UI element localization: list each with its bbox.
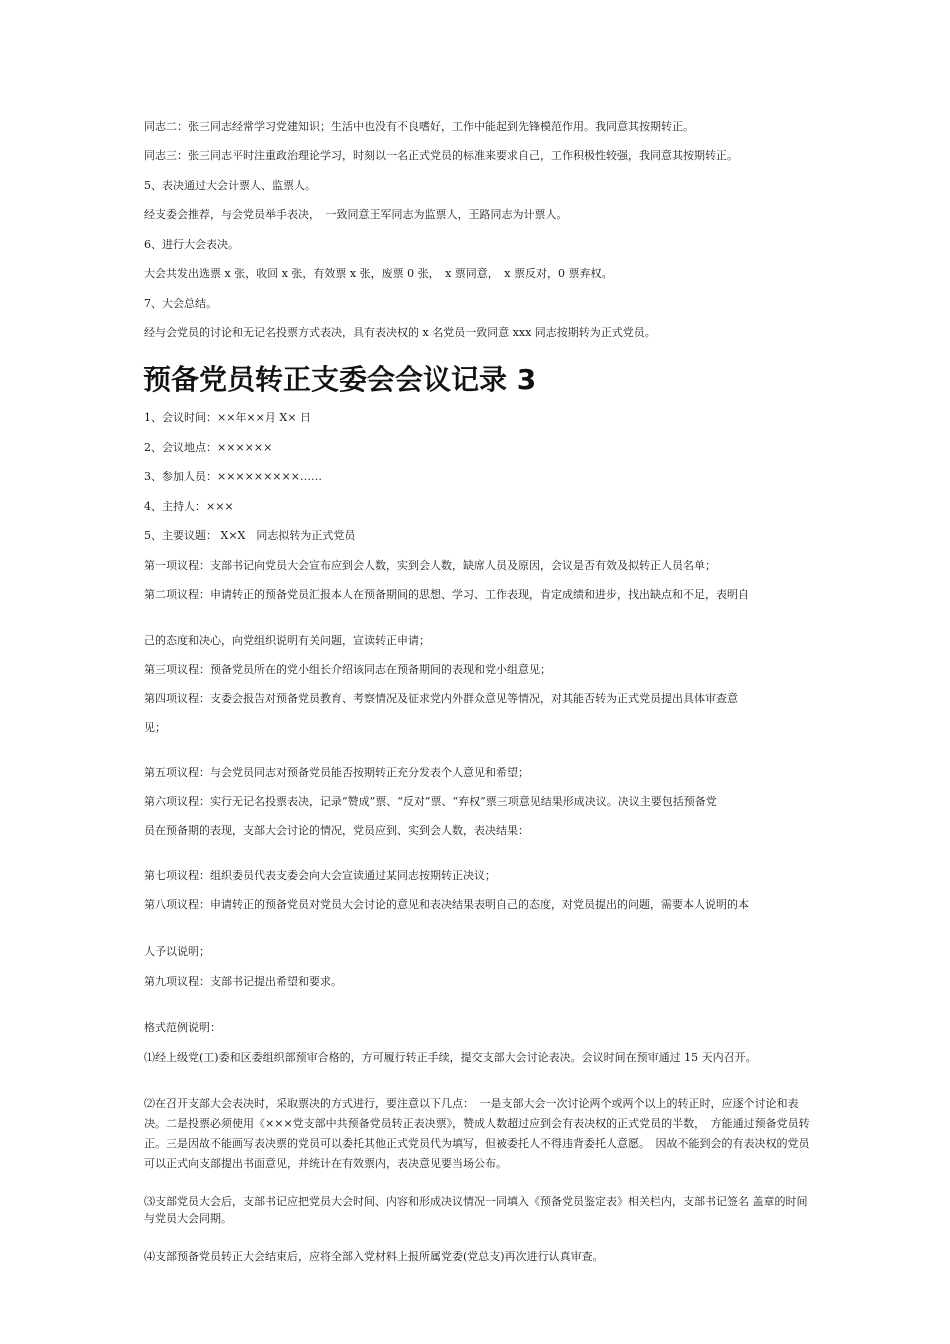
item-5-heading: 5、表决通过大会计票人、监票人。: [144, 179, 316, 192]
meeting-host: 4、主持人：×××: [144, 500, 234, 513]
page-title: 预备党员转正支委会会议记录 3: [143, 363, 537, 396]
agenda-item-4-cont: 见；: [144, 721, 166, 734]
paragraph-conclusion: 经与会党员的讨论和无记名投票方式表决，具有表决权的 x 名党员一致同意 xxx 同志按期转为正式党员。: [144, 326, 656, 339]
meeting-place: 2、会议地点：××××××: [144, 441, 273, 454]
agenda-item-1: 第一项议程：支部书记向党员大会宣布应到会人数，实到会人数，缺席人员及原因，会议是否有效及拟转正人员名单；: [144, 559, 716, 572]
paragraph-comrade-two: 同志二：张三同志经常学习党建知识；生活中也没有不良嗜好，工作中能起到先锋模范作用。我同意其按期转正。: [144, 120, 694, 133]
agenda-item-8: 第八项议程：申请转正的预备党员对党员大会讨论的意见和表决结果表明自己的态度，对党员提出的问题，需要本人说明的本: [144, 898, 749, 911]
agenda-item-2: 第二项议程：申请转正的预备党员汇报本人在预备期间的思想、学习、工作表现，肯定成绩和进步，找出缺点和不足，表明自: [144, 588, 749, 601]
agenda-item-6: 第六项议程：实行无记名投票表决，记录“赞成”票、“反对”票、“弃权”票三项意见结果形成决议。决议主要包括预备党: [144, 795, 717, 808]
agenda-item-5: 第五项议程：与会党员同志对预备党员能否按期转正充分发表个人意见和希望；: [144, 766, 529, 779]
agenda-item-9: 第九项议程：支部书记提出希望和要求。: [144, 975, 342, 988]
notes-heading: 格式范例说明：: [144, 1021, 221, 1034]
meeting-time: 1、会议时间：××年××月 X× 日: [144, 411, 311, 424]
paragraph-teller-election: 经支委会推荐，与会党员举手表决， 一致同意王军同志为监票人，王路同志为计票人。: [144, 208, 568, 221]
item-7-heading: 7、大会总结。: [144, 297, 217, 310]
agenda-item-6-cont: 员在预备期的表现，支部大会讨论的情况，党员应到、实到会人数，表决结果：: [144, 824, 529, 837]
note-3: ⑶支部党员大会后，支部书记应把党员大会时间、内容和形成决议情况一同填入《预备党员鉴定表》相关栏内，支部书记签名 盖章的时间与党员大会同期。: [144, 1195, 808, 1225]
paragraph-vote-result: 大会共发出选票 x 张，收回 x 张，有效票 x 张，废票 0 张， x 票同意， x 票反对，0 票弃权。: [144, 267, 613, 280]
agenda-item-8-cont: 人予以说明；: [144, 945, 210, 958]
meeting-topic: 5、主要议题： X×X 同志拟转为正式党员: [144, 529, 356, 542]
agenda-item-7: 第七项议程：组织委员代表支委会向大会宣读通过某同志按期转正决议；: [144, 869, 496, 882]
agenda-item-2-cont: 己的态度和决心，向党组织说明有关问题，宣读转正申请；: [144, 634, 430, 647]
item-6-heading: 6、进行大会表决。: [144, 238, 239, 251]
agenda-item-4: 第四项议程：支委会报告对预备党员教育、考察情况及征求党内外群众意见等情况，对其能否转为正式党员提出具体审查意: [144, 692, 738, 705]
meeting-attendees: 3、参加人员：×××××××××……: [144, 470, 322, 483]
note-2: ⑵在召开支部大会表决时，采取票决的方式进行，要注意以下几点： 一是支部大会一次讨论两个或两个以上的转正时，应逐个讨论和表决。二是投票必须使用《×××党支部中共预备党员转正表决票》，赞成人数超过应到会有表决权的正式党员的半数， 方能通过预备党员转正。三是因故不能画写表决票的党员可以委托其他正式党员代为填写，但被委托人不得违背委托人意愿。 因故不能到会的有表决权的党员可以正式向支部提出书面意见，并统计在有效票内，表决意见要当场公布。: [144, 1097, 810, 1170]
note-1: ⑴经上级党(工)委和区委组织部预审合格的，方可履行转正手续，提交支部大会讨论表决。会议时间在预审通过 15 天内召开。: [144, 1051, 757, 1064]
note-4: ⑷支部预备党员转正大会结束后，应将全部入党材料上报所属党委(党总支)再次进行认真审查。: [144, 1250, 604, 1263]
agenda-item-3: 第三项议程：预备党员所在的党小组长介绍该同志在预备期间的表现和党小组意见；: [144, 663, 551, 676]
paragraph-comrade-three: 同志三：张三同志平时注重政治理论学习，时刻以一名正式党员的标准来要求自己，工作积极性较强，我同意其按期转正。: [144, 149, 738, 162]
